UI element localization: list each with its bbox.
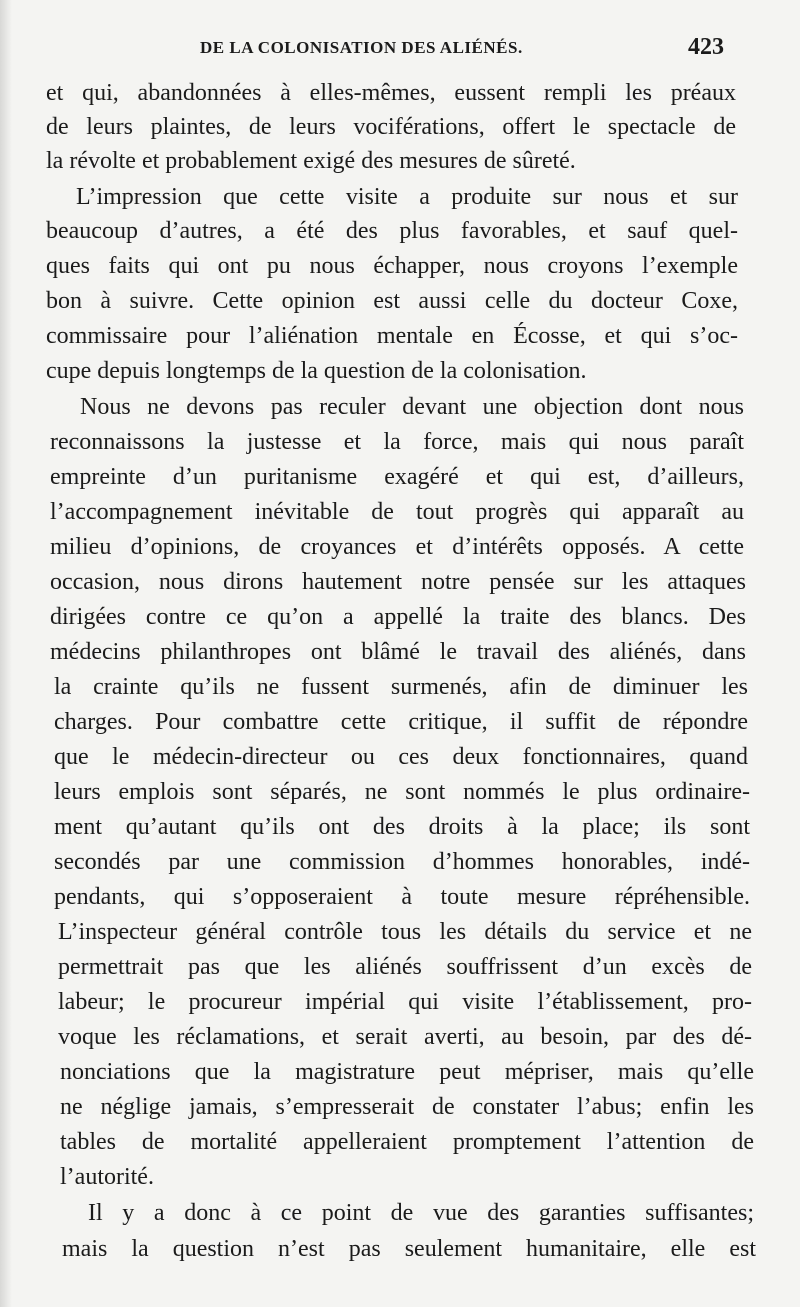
paragraph-first-line: L’impression que cette visite a produite sur nous et sur — [76, 184, 738, 210]
text-line: de leurs plaintes, de leurs vociférations, offert le spectacle de — [46, 114, 736, 140]
text-line: reconnaissons la justesse et la force, mais qui nous paraît — [50, 429, 744, 455]
text-line: commissaire pour l’aliénation mentale en Écosse, et qui s’oc- — [46, 323, 738, 349]
text-line: ne néglige jamais, s’empresserait de constater l’abus; enfin les — [60, 1094, 754, 1120]
running-head: DE LA COLONISATION DES ALIÉNÉS. — [200, 38, 523, 57]
paragraph-first-line: Nous ne devons pas reculer devant une objection dont nous — [80, 394, 744, 420]
text-line: dirigées contre ce qu’on a appellé la traite des blancs. Des — [50, 604, 746, 630]
text-line: nonciations que la magistrature peut mépriser, mais qu’elle — [60, 1059, 754, 1085]
text-line: la révolte et probablement exigé des mesures de sûreté. — [46, 148, 576, 174]
text-line: leurs emplois sont séparés, ne sont nommés le plus ordinaire- — [54, 779, 750, 805]
text-line: l’autorité. — [60, 1164, 154, 1190]
text-line: occasion, nous dirons hautement notre pensée sur les attaques — [50, 569, 746, 595]
text-line: secondés par une commission d’hommes honorables, indé- — [54, 849, 750, 875]
text-line: labeur; le procureur impérial qui visite l’établissement, pro- — [58, 989, 752, 1015]
text-line: médecins philanthropes ont blâmé le travail des aliénés, dans — [50, 639, 746, 665]
text-line: bon à suivre. Cette opinion est aussi celle du docteur Coxe, — [46, 288, 738, 314]
text-line: et qui, abandonnées à elles-mêmes, eussent rempli les préaux — [46, 80, 736, 106]
text-line: la crainte qu’ils ne fussent surmenés, afin de diminuer les — [54, 674, 748, 700]
text-line: l’accompagnement inévitable de tout progrès qui apparaît au — [50, 499, 744, 525]
text-line: mais la question n’est pas seulement humanitaire, elle est — [62, 1236, 756, 1262]
text-line: voque les réclamations, et serait averti, au besoin, par des dé- — [58, 1024, 752, 1050]
text-line: ment qu’autant qu’ils ont des droits à la place; ils sont — [54, 814, 750, 840]
text-line: permettrait pas que les aliénés souffrissent d’un excès de — [58, 954, 752, 980]
text-line: charges. Pour combattre cette critique, il suffit de répondre — [54, 709, 748, 735]
text-line: cupe depuis longtemps de la question de la colonisation. — [46, 358, 587, 384]
text-line: tables de mortalité appelleraient promptement l’attention de — [60, 1129, 754, 1155]
text-line: empreinte d’un puritanisme exagéré et qui est, d’ailleurs, — [50, 464, 744, 490]
paragraph-first-line: Il y a donc à ce point de vue des garanties suffisantes; — [88, 1200, 754, 1226]
text-line: milieu d’opinions, de croyances et d’intérêts opposés. A cette — [50, 534, 744, 560]
text-line: pendants, qui s’opposeraient à toute mesure répréhensible. — [54, 884, 750, 910]
text-line: L’inspecteur général contrôle tous les détails du service et ne — [58, 919, 752, 945]
text-line: ques faits qui ont pu nous échapper, nous croyons l’exemple — [46, 253, 738, 279]
page-number: 423 — [688, 34, 724, 60]
text-line: beaucoup d’autres, a été des plus favorables, et sauf quel- — [46, 218, 738, 244]
text-line: que le médecin-directeur ou ces deux fonctionnaires, quand — [54, 744, 748, 770]
